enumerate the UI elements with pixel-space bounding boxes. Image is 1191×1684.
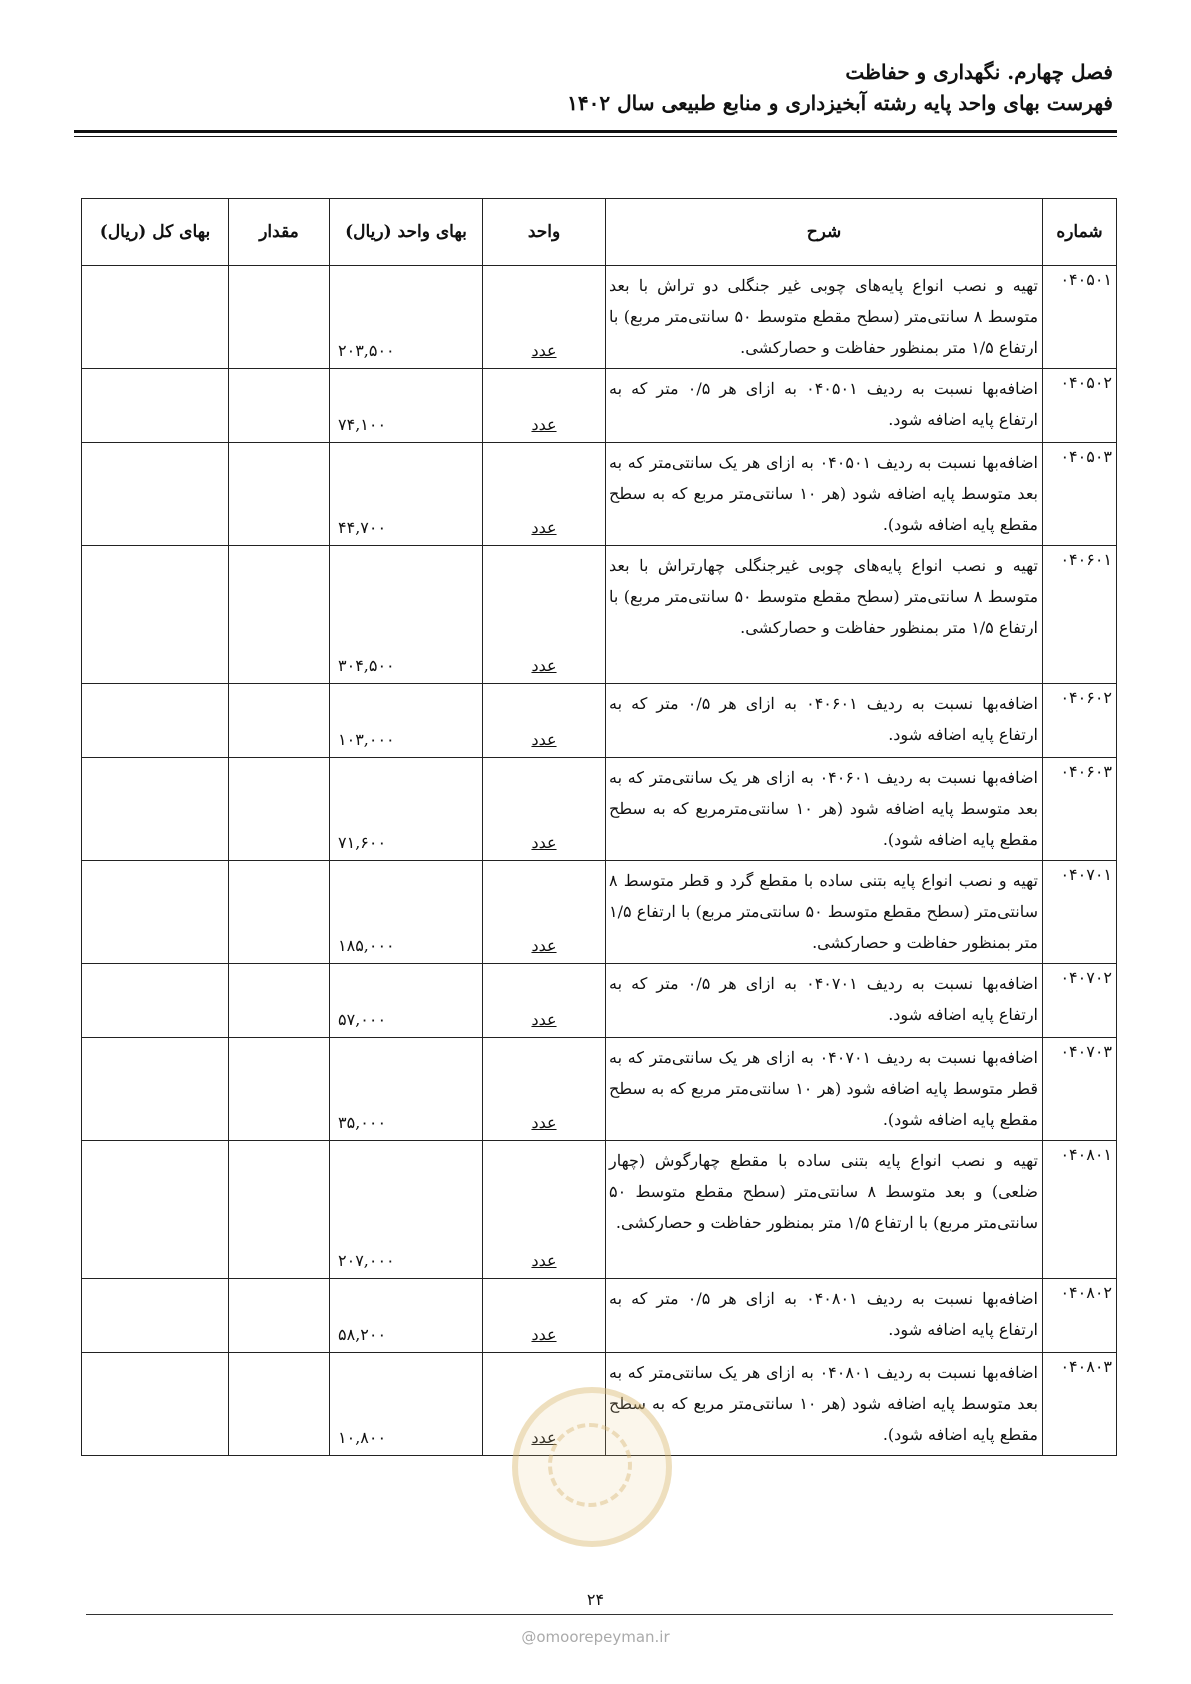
row-description: اضافه‌بها نسبت به ردیف ۰۴۰۶۰۱ به ازای هر یک سانتی‌متر که به بعد متوسط پایه اضافه شود (هر ۱۰ سانتی‌مترمربع که به سطح مقطع پایه اضافه شود).: [606, 758, 1043, 861]
row-unit-text: عدد: [531, 1428, 557, 1447]
row-unit: [483, 546, 606, 684]
row-quantity: [229, 861, 330, 964]
row-unit-price: ۵۷,۰۰۰: [330, 964, 483, 1038]
row-quantity: [229, 1353, 330, 1456]
row-unit: [483, 1038, 606, 1141]
row-unit-price: ۳۰۴,۵۰۰: [330, 546, 483, 684]
row-description: اضافه‌بها نسبت به ردیف ۰۴۰۵۰۱ به ازای هر یک سانتی‌متر که به بعد متوسط پایه اضافه شود (هر ۱۰ سانتی‌متر مربع که به سطح مقطع پایه اضافه شود).: [606, 443, 1043, 546]
col-header-total-price: بهای کل (ریال): [82, 199, 229, 266]
row-unit-text: عدد: [531, 341, 557, 360]
row-number: ۰۴۰۵۰۱: [1043, 266, 1117, 369]
table-row: [82, 266, 1117, 369]
row-quantity: [229, 964, 330, 1038]
table-row: [82, 1279, 1117, 1353]
row-description: تهیه و نصب انواع پایه بتنی ساده با مقطع گرد و قطر متوسط ۸ سانتی‌متر (سطح مقطع متوسط ۵۰ سانتی‌متر مربع) با ارتفاع ۱/۵ متر بمنظور حفاظت و حصارکشی.: [606, 861, 1043, 964]
col-header-number: شماره: [1043, 199, 1117, 266]
row-unit: [483, 861, 606, 964]
table-row: [82, 443, 1117, 546]
row-total-price: [82, 861, 229, 964]
chapter-title: فصل چهارم. نگهداری و حفاظت: [845, 60, 1113, 84]
row-unit: [483, 684, 606, 758]
header-rule-thick: [74, 130, 1117, 133]
stamp-gear-icon: [548, 1423, 632, 1507]
table-header-row: [82, 199, 1117, 266]
row-unit-text: عدد: [531, 936, 557, 955]
row-total-price: [82, 1353, 229, 1456]
col-header-description: شرح: [606, 199, 1043, 266]
site-watermark: @omoorepeyman.ir: [521, 1628, 670, 1646]
row-number: ۰۴۰۷۰۱: [1043, 861, 1117, 964]
col-header-quantity: مقدار: [229, 199, 330, 266]
row-number: ۰۴۰۶۰۳: [1043, 758, 1117, 861]
row-number: ۰۴۰۵۰۲: [1043, 369, 1117, 443]
row-quantity: [229, 758, 330, 861]
row-number: ۰۴۰۸۰۳: [1043, 1353, 1117, 1456]
row-number: ۰۴۰۸۰۱: [1043, 1141, 1117, 1279]
row-unit-text: عدد: [531, 1113, 557, 1132]
row-quantity: [229, 443, 330, 546]
row-number: ۰۴۰۶۰۱: [1043, 546, 1117, 684]
table-row: [82, 1038, 1117, 1141]
table-row: [82, 684, 1117, 758]
row-number: ۰۴۰۷۰۳: [1043, 1038, 1117, 1141]
row-total-price: [82, 1141, 229, 1279]
row-unit: [483, 369, 606, 443]
row-unit-price: ۲۰۳,۵۰۰: [330, 266, 483, 369]
row-unit: [483, 1279, 606, 1353]
row-unit-text: عدد: [531, 1325, 557, 1344]
table-row: [82, 861, 1117, 964]
row-unit: [483, 758, 606, 861]
col-header-unit-price: بهای واحد (ریال): [330, 199, 483, 266]
row-description: تهیه و نصب انواع پایه‌های چوبی غیرجنگلی چهارتراش با بعد متوسط ۸ سانتی‌متر (سطح مقطع متوسط ۵۰ سانتی‌متر مربع) با ارتفاع ۱/۵ متر بمنظور حفاظت و حصارکشی.: [606, 546, 1043, 684]
page-number: ۲۴: [586, 1590, 605, 1609]
row-unit-price: ۲۰۷,۰۰۰: [330, 1141, 483, 1279]
col-header-unit: واحد: [483, 199, 606, 266]
row-number: ۰۴۰۵۰۳: [1043, 443, 1117, 546]
row-unit-price: ۵۸,۲۰۰: [330, 1279, 483, 1353]
row-description: اضافه‌بها نسبت به ردیف ۰۴۰۸۰۱ به ازای هر یک سانتی‌متر که به بعد متوسط پایه اضافه شود (هر ۱۰ سانتی‌متر مربع که به سطح مقطع پایه اضافه شود).: [606, 1353, 1043, 1456]
row-description: اضافه‌بها نسبت به ردیف ۰۴۰۷۰۱ به ازای هر یک سانتی‌متر که به قطر متوسط پایه اضافه شود (هر ۱۰ سانتی‌متر مربع که به سطح مقطع پایه اضافه شود).: [606, 1038, 1043, 1141]
row-quantity: [229, 1038, 330, 1141]
document-title: فهرست بهای واحد پایه رشته آبخیزداری و منابع طبیعی سال ۱۴۰۲: [567, 91, 1113, 115]
row-unit: [483, 1141, 606, 1279]
row-total-price: [82, 443, 229, 546]
row-number: ۰۴۰۶۰۲: [1043, 684, 1117, 758]
row-quantity: [229, 684, 330, 758]
row-total-price: [82, 1279, 229, 1353]
row-number: ۰۴۰۸۰۲: [1043, 1279, 1117, 1353]
row-total-price: [82, 758, 229, 861]
row-description: اضافه‌بها نسبت به ردیف ۰۴۰۸۰۱ به ازای هر ۰/۵ متر که به ارتفاع پایه اضافه شود.: [606, 1279, 1043, 1353]
row-quantity: [229, 546, 330, 684]
table-row: [82, 369, 1117, 443]
row-unit-text: عدد: [531, 656, 557, 675]
row-description: اضافه‌بها نسبت به ردیف ۰۴۰۶۰۱ به ازای هر ۰/۵ متر که به ارتفاع پایه اضافه شود.: [606, 684, 1043, 758]
row-unit-price: ۱۰۳,۰۰۰: [330, 684, 483, 758]
table-row: [82, 964, 1117, 1038]
table-row: [82, 1141, 1117, 1279]
table-row: [82, 758, 1117, 861]
price-table: [81, 198, 1117, 1456]
row-total-price: [82, 546, 229, 684]
page-header: [80, 58, 1113, 118]
row-unit-text: عدد: [531, 1251, 557, 1270]
row-total-price: [82, 684, 229, 758]
row-unit-price: ۷۴,۱۰۰: [330, 369, 483, 443]
row-unit-price: ۱۰,۸۰۰: [330, 1353, 483, 1456]
row-unit-price: ۳۵,۰۰۰: [330, 1038, 483, 1141]
row-number: ۰۴۰۷۰۲: [1043, 964, 1117, 1038]
row-quantity: [229, 266, 330, 369]
row-quantity: [229, 1279, 330, 1353]
row-unit-text: عدد: [531, 833, 557, 852]
row-total-price: [82, 964, 229, 1038]
row-unit: [483, 266, 606, 369]
row-quantity: [229, 369, 330, 443]
footer-rule: [86, 1614, 1113, 1615]
row-total-price: [82, 369, 229, 443]
row-unit: [483, 964, 606, 1038]
row-unit-text: عدد: [531, 730, 557, 749]
row-unit-price: ۴۴,۷۰۰: [330, 443, 483, 546]
row-description: اضافه‌بها نسبت به ردیف ۰۴۰۷۰۱ به ازای هر ۰/۵ متر که به ارتفاع پایه اضافه شود.: [606, 964, 1043, 1038]
row-unit-text: عدد: [531, 1010, 557, 1029]
table-row: [82, 546, 1117, 684]
row-total-price: [82, 266, 229, 369]
row-unit-price: ۱۸۵,۰۰۰: [330, 861, 483, 964]
row-unit: [483, 443, 606, 546]
row-unit-text: عدد: [531, 518, 557, 537]
stamp-logo: [512, 1387, 672, 1547]
row-unit-text: عدد: [531, 415, 557, 434]
row-description: تهیه و نصب انواع پایه بتنی ساده با مقطع چهارگوش (چهار ضلعی) و بعد متوسط ۸ سانتی‌متر (سطح مقطع متوسط ۵۰ سانتی‌متر مربع) با ارتفاع ۱/۵ متر بمنظور حفاظت و حصارکشی.: [606, 1141, 1043, 1279]
header-rule-thin: [74, 136, 1117, 137]
row-quantity: [229, 1141, 330, 1279]
row-unit-price: ۷۱,۶۰۰: [330, 758, 483, 861]
row-description: اضافه‌بها نسبت به ردیف ۰۴۰۵۰۱ به ازای هر ۰/۵ متر که به ارتفاع پایه اضافه شود.: [606, 369, 1043, 443]
row-description: تهیه و نصب انواع پایه‌های چوبی غیر جنگلی دو تراش با بعد متوسط ۸ سانتی‌متر (سطح مقطع متوسط ۵۰ سانتی‌متر مربع) با ارتفاع ۱/۵ متر بمنظور حفاظت و حصارکشی.: [606, 266, 1043, 369]
row-total-price: [82, 1038, 229, 1141]
